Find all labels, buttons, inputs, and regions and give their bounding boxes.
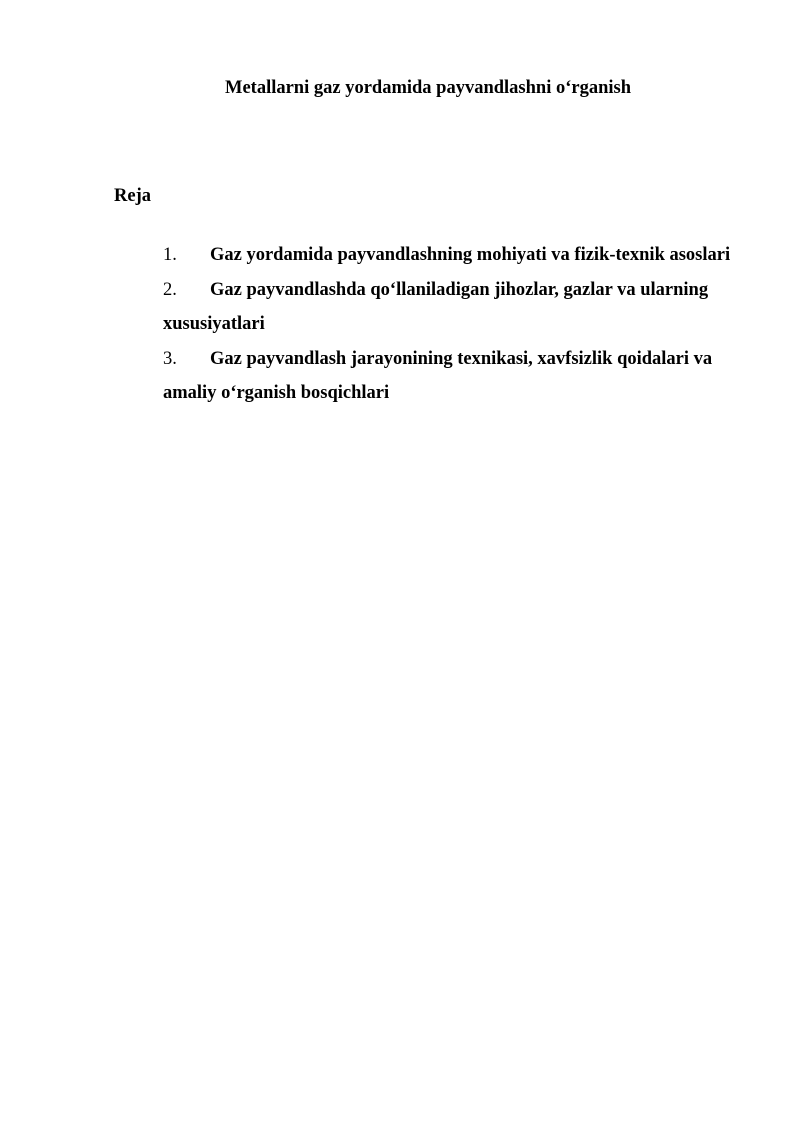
- plan-item: [163, 238, 763, 273]
- plan-item-number: 2.: [163, 279, 177, 300]
- document-title: Metallarni gaz yordamida payvandlashni o‘rganish: [224, 78, 631, 98]
- plan-item: [163, 342, 763, 411]
- plan-item: [163, 273, 763, 342]
- plan-heading: Reja: [114, 186, 151, 206]
- plan-item-text: Gaz yordamida payvandlashning mohiyati va fizik-texnik asoslari: [210, 245, 731, 265]
- plan-item-number: 1.: [163, 245, 177, 265]
- plan-item-text: Gaz payvandlashda qo‘llaniladigan jihozlar, gazlar va ularning xususiyatlari: [163, 279, 709, 334]
- plan-item-number: 3.: [163, 348, 177, 369]
- plan-item-text: Gaz payvandlash jarayonining texnikasi, xavfsizlik qoidalari va amaliy o‘rganish bosqichlari: [163, 348, 713, 403]
- plan-list: [163, 238, 763, 411]
